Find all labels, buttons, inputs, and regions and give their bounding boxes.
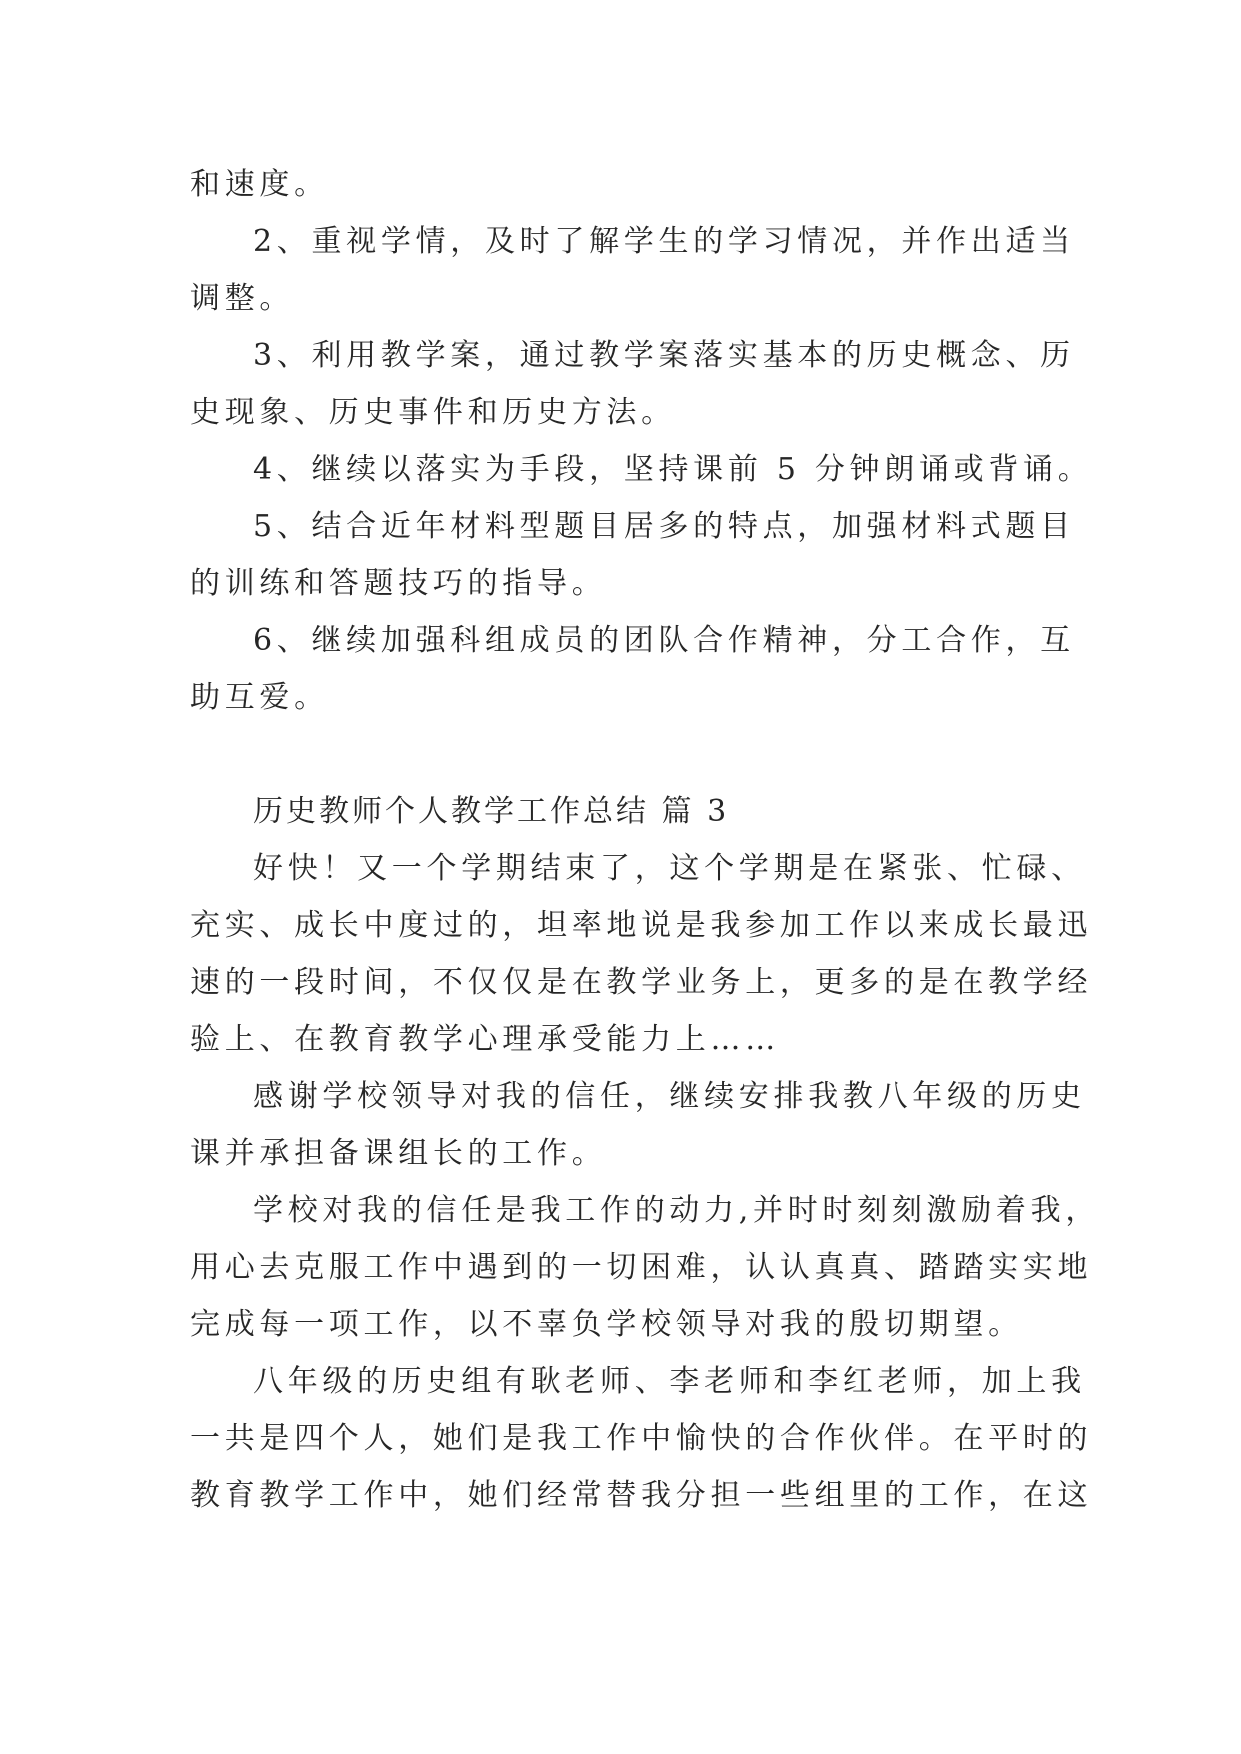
text-line: 八年级的历史组有耿老师、李老师和李红老师，加上我 xyxy=(253,1364,1086,1399)
text-line: 的训练和答题技巧的指导。 xyxy=(190,566,607,601)
text-line: 2、重视学情，及时了解学生的学习情况，并作出适当 xyxy=(253,224,1075,259)
text-line: 验上、在教育教学心理承受能力上…… xyxy=(190,1022,780,1057)
text-line: 史现象、历史事件和历史方法。 xyxy=(190,395,676,430)
text-line: 和速度。 xyxy=(190,167,329,202)
text-line: 教育教学工作中，她们经常替我分担一些组里的工作，在这 xyxy=(190,1478,1093,1513)
text-line: 调整。 xyxy=(190,281,295,316)
text-line: 充实、成长中度过的，坦率地说是我参加工作以来成长最迅 xyxy=(190,908,1093,943)
text-line: 速的一段时间，不仅仅是在教学业务上，更多的是在教学经 xyxy=(190,965,1093,1000)
text-line: 用心去克服工作中遇到的一切困难，认认真真、踏踏实实地 xyxy=(190,1250,1093,1285)
text-line: 课并承担备课组长的工作。 xyxy=(190,1136,607,1171)
section-heading: 历史教师个人教学工作总结 篇 3 xyxy=(253,794,730,829)
text-line: 好快！又一个学期结束了，这个学期是在紧张、忙碌、 xyxy=(253,851,1086,886)
text-line: 感谢学校领导对我的信任，继续安排我教八年级的历史 xyxy=(253,1079,1086,1114)
text-line: 4、继续以落实为手段，坚持课前 5 分钟朗诵或背诵。 xyxy=(253,452,1093,487)
text-line: 6、继续加强科组成员的团队合作精神，分工合作，互 xyxy=(253,623,1075,658)
text-line: 学校对我的信任是我工作的动力,并时时刻刻激励着我， xyxy=(253,1193,1101,1228)
text-line: 5、结合近年材料型题目居多的特点，加强材料式题目 xyxy=(253,509,1075,544)
text-line: 3、利用教学案，通过教学案落实基本的历史概念、历 xyxy=(253,338,1075,373)
text-line: 一共是四个人，她们是我工作中愉快的合作伙伴。在平时的 xyxy=(190,1421,1093,1456)
text-line: 完成每一项工作，以不辜负学校领导对我的殷切期望。 xyxy=(190,1307,1023,1342)
text-line: 助互爱。 xyxy=(190,680,329,715)
